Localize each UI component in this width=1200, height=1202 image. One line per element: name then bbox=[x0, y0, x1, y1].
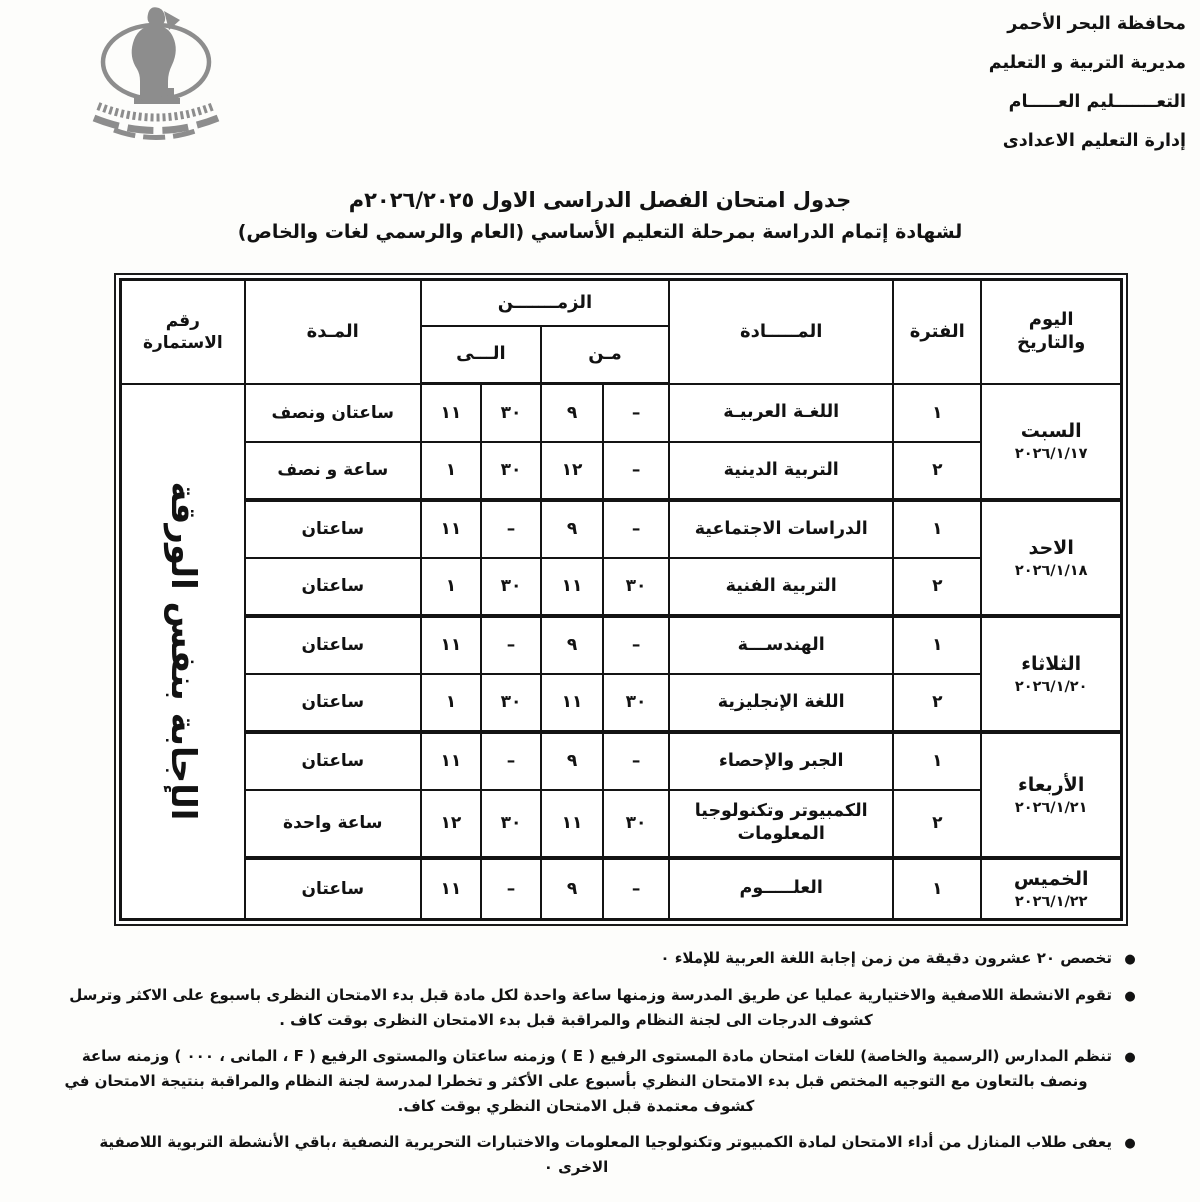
duration-cell: ساعتان bbox=[245, 616, 421, 674]
period-cell: ٢ bbox=[893, 674, 981, 732]
from-minutes-cell: ٣٠ bbox=[603, 674, 669, 732]
to-hour-cell: ١ bbox=[421, 442, 481, 500]
period-cell: ١ bbox=[893, 858, 981, 920]
duration-cell: ساعتان bbox=[245, 674, 421, 732]
from-hour-cell: ١٢ bbox=[541, 442, 603, 500]
to-hour-cell: ١٢ bbox=[421, 790, 481, 858]
header-form-number bbox=[121, 280, 245, 384]
note-line: الاخرى ٠ bbox=[543, 1158, 609, 1176]
organization-header bbox=[989, 14, 1186, 170]
day-cell-tuesday bbox=[981, 616, 1121, 732]
document-title bbox=[0, 188, 1200, 243]
day-cell-wednesday bbox=[981, 732, 1121, 858]
day-date: ٢٠٢٦/١/١٧ bbox=[1014, 446, 1088, 462]
day-cell-thursday bbox=[981, 858, 1121, 920]
to-minutes-cell: ٣٠ bbox=[481, 384, 541, 442]
note-line: تخصص ٢٠ عشرون دقيقة من زمن إجابة اللغة العربية للإملاء ٠ bbox=[660, 949, 1112, 967]
from-minutes-cell: ٣٠ bbox=[603, 790, 669, 858]
header-form-number-line2: الاستمارة bbox=[142, 332, 223, 353]
subject-cell: الكمبيوتر وتكنولوجيا المعلومات bbox=[669, 790, 893, 858]
bullet-icon: ● bbox=[1124, 989, 1136, 1004]
period-cell: ١ bbox=[893, 384, 981, 442]
day-name: السبت bbox=[1020, 420, 1082, 442]
to-minutes-cell: ٣٠ bbox=[481, 558, 541, 616]
to-minutes-cell: ٣٠ bbox=[481, 674, 541, 732]
note-line: تقوم الانشطة اللاصفية والاختيارية عمليا عن طريق المدرسة وزمنها ساعة واحدة لكل مادة قبل بدء الامتحان النظرى باسبوع على الاكثر وترسل bbox=[69, 986, 1112, 1004]
day-name: الأربعاء bbox=[1018, 773, 1085, 796]
day-name: الثلاثاء bbox=[1021, 652, 1082, 675]
table-row bbox=[121, 616, 1122, 674]
subject-cell: اللغـة العربيـة bbox=[669, 384, 893, 442]
to-minutes-cell: ٣٠ bbox=[481, 442, 541, 500]
header-subject: المـــــادة bbox=[669, 280, 893, 384]
to-hour-cell: ١١ bbox=[421, 616, 481, 674]
from-minutes-cell: – bbox=[603, 384, 669, 442]
letterhead bbox=[0, 0, 1200, 184]
note-line: كشوف معتمدة قبل الامتحان النظري بوقت كاف. bbox=[397, 1097, 755, 1115]
from-hour-cell: ١١ bbox=[541, 558, 603, 616]
table-row bbox=[121, 500, 1122, 558]
day-cell-saturday bbox=[981, 384, 1121, 500]
to-minutes-cell: – bbox=[481, 500, 541, 558]
duration-cell: ساعتان ونصف bbox=[245, 384, 421, 442]
subject-cell: الجبر والإحصاء bbox=[669, 732, 893, 790]
day-date: ٢٠٢٦/١/٢٢ bbox=[1014, 893, 1088, 910]
from-minutes-cell: – bbox=[603, 858, 669, 920]
to-hour-cell: ١١ bbox=[421, 384, 481, 442]
note-home-students-exemption bbox=[40, 1130, 1140, 1180]
org-line-governorate: محافظة البحر الأحمر bbox=[1007, 14, 1186, 34]
period-cell: ٢ bbox=[893, 558, 981, 616]
from-minutes-cell: ٣٠ bbox=[603, 558, 669, 616]
title-line-2: لشهادة إتمام الدراسة بمرحلة التعليم الأساسي (العام والرسمي لغات والخاص) bbox=[237, 221, 963, 243]
to-minutes-cell: ٣٠ bbox=[481, 790, 541, 858]
table-row bbox=[121, 858, 1122, 920]
header-duration: المـدة bbox=[245, 280, 421, 384]
from-hour-cell: ١١ bbox=[541, 674, 603, 732]
from-hour-cell: ٩ bbox=[541, 616, 603, 674]
table-row bbox=[121, 558, 1122, 616]
from-hour-cell: ٩ bbox=[541, 500, 603, 558]
subject-cell: اللغة الإنجليزية bbox=[669, 674, 893, 732]
emblem-graphic bbox=[84, 2, 229, 142]
org-line-directorate: مديرية التربية و التعليم bbox=[988, 53, 1186, 73]
from-hour-cell: ٩ bbox=[541, 384, 603, 442]
bullet-icon: ● bbox=[1124, 1050, 1136, 1065]
header-time: الزمـــــــن bbox=[421, 280, 669, 326]
duration-cell: ساعتان bbox=[245, 858, 421, 920]
side-note-rotated: الإجابة بنفس الورقة bbox=[162, 481, 203, 821]
duration-cell: ساعة واحدة bbox=[245, 790, 421, 858]
duration-cell: ساعتان bbox=[245, 500, 421, 558]
to-minutes-cell: – bbox=[481, 616, 541, 674]
table-row bbox=[121, 442, 1122, 500]
note-language-schools-levels bbox=[40, 1044, 1140, 1119]
from-minutes-cell: – bbox=[603, 442, 669, 500]
duration-cell: ساعتان bbox=[245, 732, 421, 790]
footnotes bbox=[40, 946, 1140, 1180]
period-cell: ١ bbox=[893, 500, 981, 558]
duration-cell: ساعتان bbox=[245, 558, 421, 616]
table-row bbox=[121, 790, 1122, 858]
to-minutes-cell: – bbox=[481, 732, 541, 790]
to-hour-cell: ١ bbox=[421, 674, 481, 732]
table-row bbox=[121, 384, 1122, 442]
note-line: ونصف بالتعاون مع التوجيه المختص قبل بدء الامتحان النظري بأسبوع على الأكثر و تخطرا لمدرسة لجنة النظام والمراقبة بنتيجة الامتحان في bbox=[64, 1072, 1088, 1090]
day-cell-sunday bbox=[981, 500, 1121, 616]
period-cell: ٢ bbox=[893, 790, 981, 858]
form-number-column bbox=[121, 384, 245, 920]
title-line-1: جدول امتحان الفصل الدراسى الاول ٢٠٢٦/٢٠٢٥م bbox=[348, 188, 852, 212]
header-period: الفترة bbox=[893, 280, 981, 384]
bullet-icon: ● bbox=[1124, 952, 1136, 967]
subject-cell: العلـــــوم bbox=[669, 858, 893, 920]
table-row bbox=[121, 732, 1122, 790]
from-hour-cell: ٩ bbox=[541, 858, 603, 920]
to-hour-cell: ١١ bbox=[421, 732, 481, 790]
from-hour-cell: ١١ bbox=[541, 790, 603, 858]
note-line: تنظم المدارس (الرسمية والخاصة) للغات امتحان مادة المستوى الرفيع ( E ) وزمنه ساعتان والمستوى الرفيع ( F ، المانى ، ٠٠٠ ) وزمنه ساعة bbox=[81, 1047, 1112, 1065]
subject-cell: الهندســـة bbox=[669, 616, 893, 674]
duration-cell: ساعة و نصف bbox=[245, 442, 421, 500]
period-cell: ٢ bbox=[893, 442, 981, 500]
day-date: ٢٠٢٦/١/٢١ bbox=[1014, 799, 1088, 816]
header-day-date bbox=[981, 280, 1121, 384]
bullet-icon: ● bbox=[1124, 1136, 1136, 1151]
day-date: ٢٠٢٦/١/١٨ bbox=[1014, 562, 1088, 579]
to-hour-cell: ١ bbox=[421, 558, 481, 616]
header-time-from: مـن bbox=[541, 326, 669, 384]
from-hour-cell: ٩ bbox=[541, 732, 603, 790]
header-date: والتاريخ bbox=[1017, 331, 1086, 353]
org-line-general-education: التعـــــــليم العـــــام bbox=[1008, 92, 1186, 112]
table-row bbox=[121, 674, 1122, 732]
day-name: الخميس bbox=[1013, 867, 1089, 890]
exam-schedule-table bbox=[119, 278, 1123, 921]
governorate-emblem-logo bbox=[84, 2, 229, 146]
period-cell: ١ bbox=[893, 732, 981, 790]
to-hour-cell: ١١ bbox=[421, 500, 481, 558]
note-line: كشوف الدرجات الى لجنة النظام والمراقبة قبل بدء الامتحان النظرى بوقت كاف . bbox=[279, 1011, 873, 1029]
subject-cell: التربية الفنية bbox=[669, 558, 893, 616]
period-cell: ١ bbox=[893, 616, 981, 674]
subject-cell: الدراسات الاجتماعية bbox=[669, 500, 893, 558]
from-minutes-cell: – bbox=[603, 500, 669, 558]
from-minutes-cell: – bbox=[603, 616, 669, 674]
to-minutes-cell: – bbox=[481, 858, 541, 920]
note-line: يعفى طلاب المنازل من أداء الامتحان لمادة الكمبيوتر وتكنولوجيا المعلومات والاختبارات التحريرية النصفية ،باقي الأنشطة التربوية اللاصفية bbox=[99, 1133, 1112, 1151]
note-extracurricular-activities bbox=[40, 983, 1140, 1033]
note-dictation-time bbox=[40, 946, 1140, 972]
org-line-prep-education-dept: إدارة التعليم الاعدادى bbox=[1002, 131, 1186, 151]
day-date: ٢٠٢٦/١/٢٠ bbox=[1014, 678, 1088, 695]
from-minutes-cell: – bbox=[603, 732, 669, 790]
header-time-to: الـــى bbox=[421, 326, 541, 384]
subject-cell: التربية الدينية bbox=[669, 442, 893, 500]
header-form-number-line1: رقم bbox=[165, 310, 200, 331]
to-hour-cell: ١١ bbox=[421, 858, 481, 920]
header-day: اليوم bbox=[1028, 309, 1074, 331]
day-name: الاحد bbox=[1028, 536, 1074, 559]
exam-schedule-table-frame bbox=[114, 273, 1128, 926]
